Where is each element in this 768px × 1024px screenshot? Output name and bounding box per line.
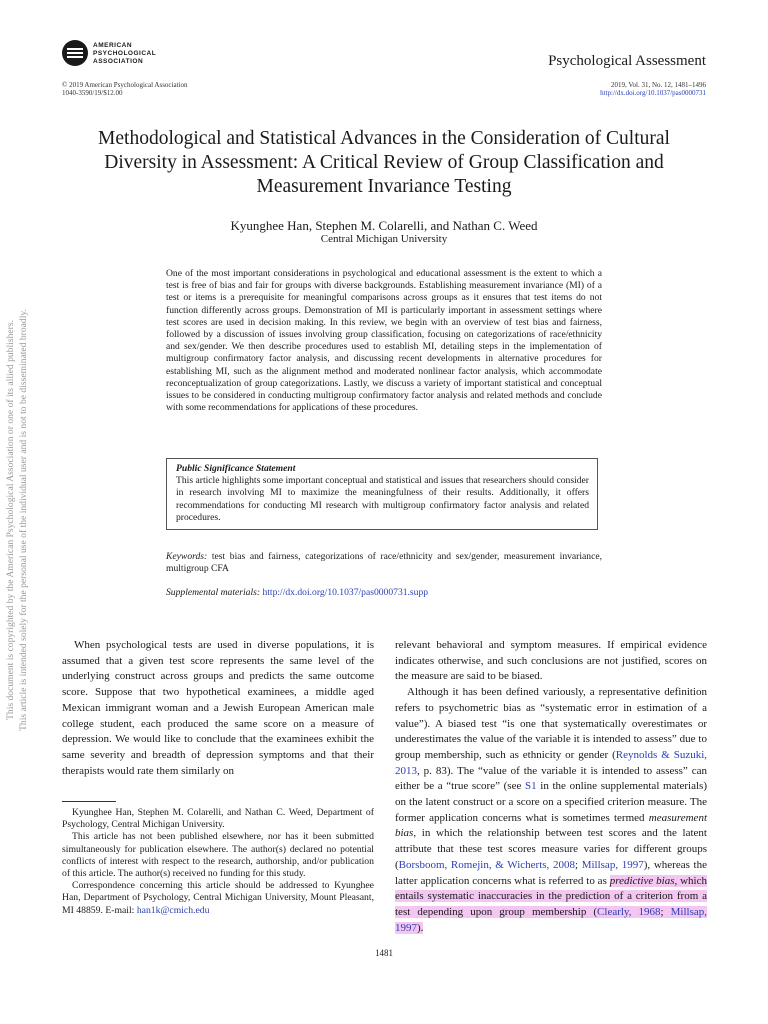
apa-logo <box>62 40 222 74</box>
body-paragraph: Although it has been defined variously, a representative definition refers to psychometric bias as “systematic error in estimation of a value”). A biased test “is one that systematically overestimates or underestimates the value of the variable it is intended to assess” due to group membership, such as ethnicity or gender (Reynolds & Suzuki, 2013, p. 83). The “value of the variable it is intended to assess” can either be a “true score” (see S1 in the online supplemental materials) on the latent construct or a score on a specified criterion measure. The former application concerns what is sometimes termed measurement bias, in which the relationship between test scores and the latent attribute that these test scores measure varies for different groups (Borsboom, Romejin, & Wicherts, 2008; Millsap, 1997), whereas the latter application concerns what is referred to as predictive bias, which entails systematic inaccuracies in the prediction of a criterion from a test depending upon group membership (Clearly, 1968; Millsap, 1997). <box>395 686 708 934</box>
significance-text: This article highlights some important conceptual and statistical and issues that researchers should consider in research involving MI to maximize the meaningfulness of their results. Additionally, it offers recommendations for conducting MI research with multigroup confirmatory factor analysis and related procedures. <box>176 475 589 523</box>
copyright-watermark: This document is copyrighted by the American Psychological Association or one of its allied publishers. This article is intended solely for the personal use of the individual user and is not to be disseminated broadly. <box>5 309 29 731</box>
supplemental-materials <box>166 587 602 599</box>
highlighted-passage: predictive bias, which entails systematic inaccuracies in the prediction of a criterion from a test depending upon group membership (Clearly, 1968; Millsap, 1997). <box>395 874 707 934</box>
article-title: Methodological and Statistical Advances in the Consideration of Cultural Diversity in Assessment: A Critical Review of Group Classification and Measurement Invariance Testing <box>98 128 670 197</box>
doi-link[interactable]: http://dx.doi.org/10.1037/pas0000731 <box>600 89 706 97</box>
keywords <box>166 551 602 575</box>
body-right-column <box>395 638 707 936</box>
affiliation: Central Michigan University <box>320 233 448 245</box>
keywords-label: Keywords: <box>166 551 208 562</box>
author-email-link[interactable]: han1k@cmich.edu <box>136 904 210 916</box>
body-paragraph: relevant behavioral and symptom measures. If empirical evidence indicates otherwise, and such conclusions are not justified, scores on the measure are said to be biased. <box>395 639 707 683</box>
ref-borsboom[interactable]: Borsboom, Romejin, & Wicherts, 2008 <box>398 858 575 871</box>
supplemental-link[interactable]: http://dx.doi.org/10.1037/pas0000731.supp <box>262 587 429 598</box>
abstract: One of the most important considerations in psychological and educational assessment is the extent to which a test is free of bias and fair for groups with diverse backgrounds. Establishing measurement invariance (MI) of a test or items is a prerequisite for meaningful comparisons across groups as it ensures that test items do not function differently across groups. Demonstration of MI is particularly important in assessment settings where test scores are used in decision making. In this review, we begin with an overview of test bias and fairness, followed by a discussion of issues involving group classification, focusing on categorizations of race/ethnicity and sex/gender. We then describe procedures used to establish MI, detailing steps in the implementation of multigroup confirmatory factor analysis, and discussing recent developments in alternative procedures for establishing MI, such as the alignment method and moderated nonlinear factor analysis, which accommodate reconceptualization of group categorizations. Lastly, we discuss a variety of important statistical and conceptual issues to be considered in conducting multigroup confirmatory factor analysis and related methods and conclude with some recommendations for applications of these procedures. <box>166 268 602 414</box>
author-note: Kyunghee Han, Stephen M. Colarelli, and Nathan C. Weed, Department of Psychology, Central Michigan University. This article has not been published elsewhere, nor has it been submitted simultaneously for publication elsewhere. The author(s) declared no potential conflicts of interest with respect to the research, authorship, and/or publication of this article. The author(s) received no funding for this study. Correspondence concerning this article should be addressed to Kyunghee Han, Department of Psychology, Central Michigan University, Mount Pleasant, MI 48859. E-mail: han1k@cmich.edu <box>62 807 374 916</box>
term-measurement-bias: measurement bias <box>395 811 707 840</box>
journal-name: Psychological Assessment <box>548 53 706 69</box>
apa-logo-text: AMERICAN PSYCHOLOGICAL ASSOCIATION <box>93 42 157 65</box>
ref-supplement-s1[interactable]: S1 <box>525 780 537 793</box>
supplemental-label: Supplemental materials: <box>166 587 261 598</box>
public-significance-box <box>166 458 598 530</box>
significance-heading: Public Significance Statement <box>176 463 296 474</box>
term-predictive-bias: predictive bias, <box>609 874 678 887</box>
apa-logo-icon <box>62 40 88 66</box>
body-paragraph: When psychological tests are used in diverse populations, it is assumed that a given test score represents the same level of the underlying construct across groups and predicts the same outcome score. Suppose that two hypothetical examinees, a middle aged Mexican immigrant woman and a Jewish European American male college student, each produced the same score on a measure of depression. We would like to conclude that the examinees exhibit the same severity and breadth of depression symptoms and that their therapists would rate them similarly on <box>62 639 374 777</box>
ref-clearly[interactable]: Clearly, 1968 <box>597 905 661 918</box>
ref-reynolds-suzuki[interactable]: Reynolds & Suzuki, 2013 <box>395 748 708 777</box>
body-left-column <box>62 638 374 779</box>
page-number: 1481 <box>375 948 393 958</box>
copyright-info: © 2019 American Psychological Association 1040-3590/19/$12.00 <box>62 81 188 97</box>
ref-millsap[interactable]: Millsap, 1997 <box>581 858 644 871</box>
ref-millsap[interactable]: Millsap, 1997 <box>395 905 707 934</box>
authors: Kyunghee Han, Stephen M. Colarelli, and Nathan C. Weed <box>230 218 538 233</box>
keywords-text: test bias and fairness, categorizations of race/ethnicity and sex/gender, measurement invariance, multigroup CFA <box>166 551 602 575</box>
footnote-rule <box>62 801 116 802</box>
citation-info: 2019, Vol. 31, No. 12, 1481–1496 http://dx.doi.org/10.1037/pas0000731 <box>600 81 706 97</box>
